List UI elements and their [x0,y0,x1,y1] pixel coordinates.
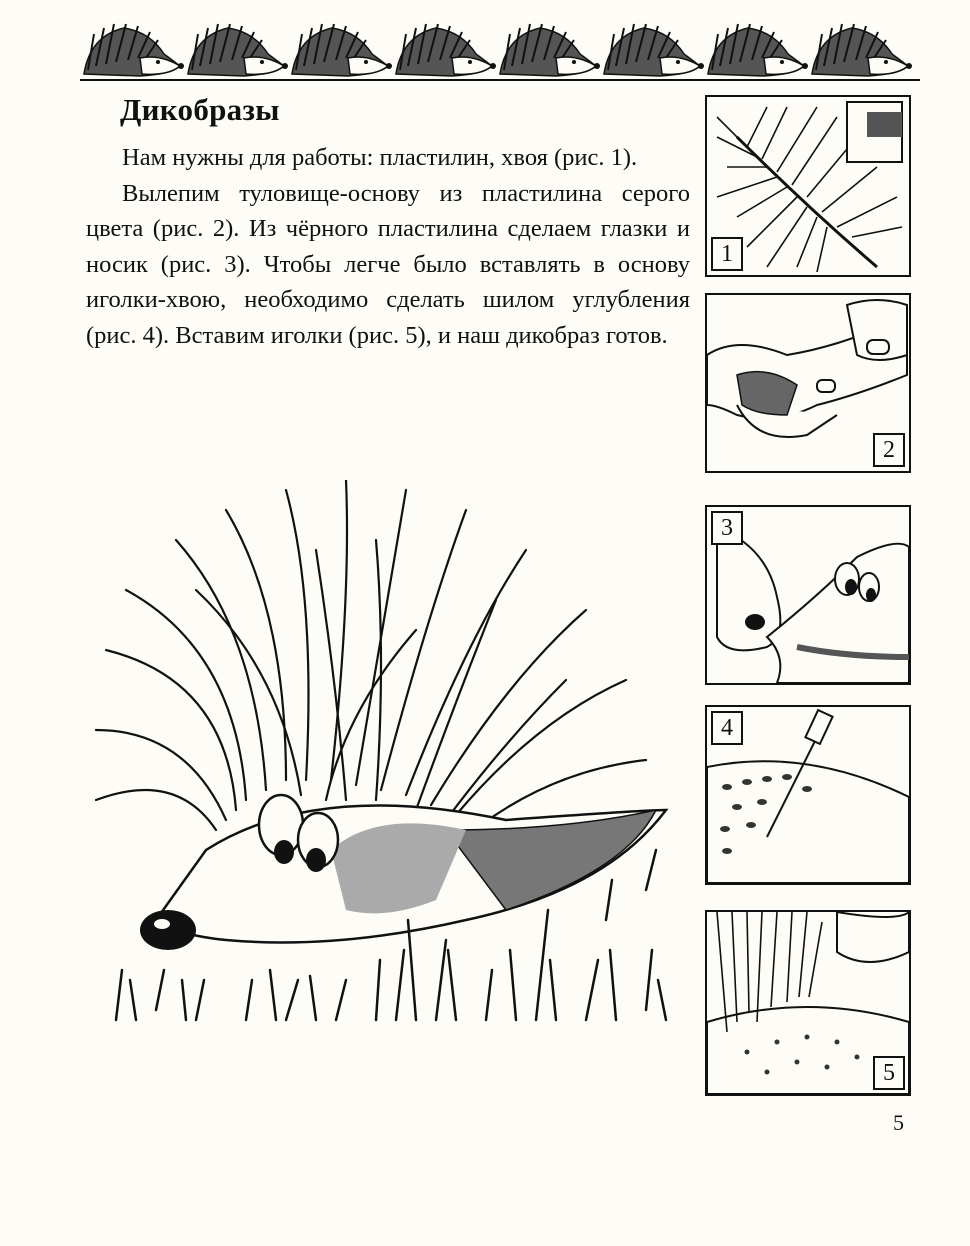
porcupine-icon [86,480,686,1040]
figure-5 [705,910,911,1096]
page-number: 5 [893,1110,904,1135]
figure-1 [705,95,911,277]
figure-number: 5 [873,1056,905,1090]
steps-paragraph: Вылепим туловище-основу из пластилина серого цвета (рис. 2). Из чёрного пластилина сделаем глазки и носик (рис. 3). Чтобы легче было вставлять в основу иголки-хвою, необходимо сделать шилом углубления (рис. 4). Вставим иголки (рис. 5), и наш дикобраз готов. [86,179,690,349]
figure-4 [705,705,911,885]
figure-number: 3 [711,511,743,545]
figure-number: 4 [711,711,743,745]
materials-paragraph: Нам нужны для работы: пластилин, хвоя (рис. 1). [122,144,638,171]
figure-2 [705,293,911,473]
instructions-text [86,140,690,353]
hedgehog-border-icon [80,14,920,86]
figure-number: 1 [711,237,743,271]
figure-number: 2 [873,433,905,467]
page-title: Дикобразы [120,92,280,127]
figure-3 [705,505,911,685]
